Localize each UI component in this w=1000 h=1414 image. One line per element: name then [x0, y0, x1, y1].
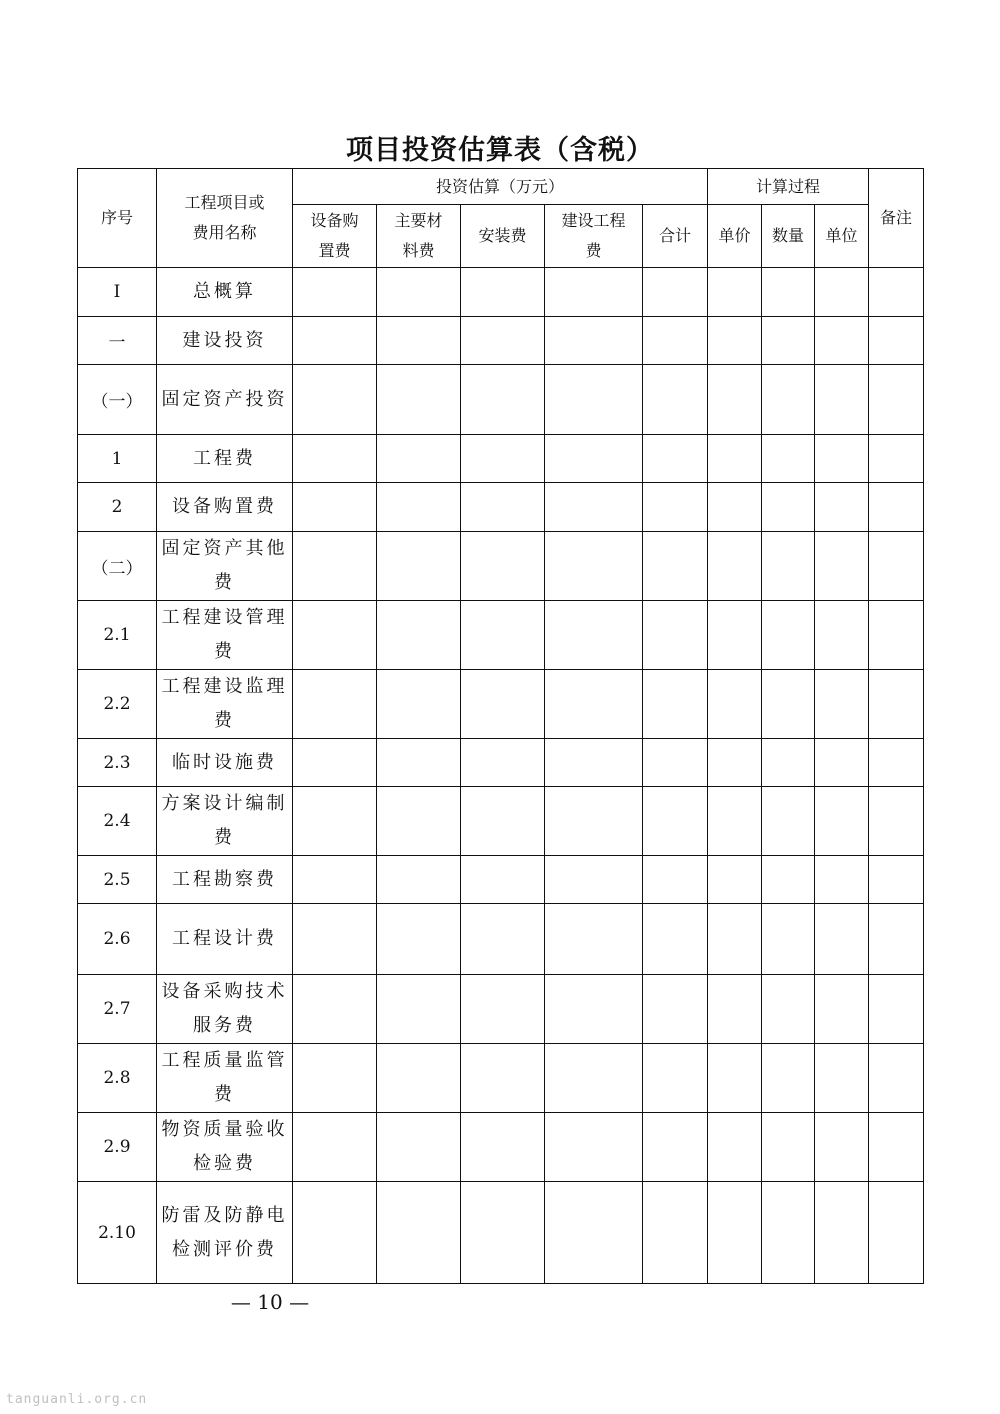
empty-cell [377, 904, 461, 975]
empty-cell [708, 975, 762, 1044]
empty-cell [377, 317, 461, 365]
row-item-name: 工程质量监管费 [157, 1044, 293, 1113]
row-seq: 2.10 [78, 1182, 157, 1284]
empty-cell [461, 1182, 545, 1284]
empty-cell [545, 601, 643, 670]
table-row [78, 856, 924, 904]
empty-cell [815, 975, 869, 1044]
empty-cell [869, 975, 924, 1044]
empty-cell [545, 1044, 643, 1113]
header-construction-cost: 建设工程费 [545, 205, 643, 268]
row-seq: 2 [78, 483, 157, 532]
empty-cell [762, 904, 815, 975]
row-seq: 2.3 [78, 739, 157, 787]
page-title: 项目投资估算表（含税） [346, 135, 654, 166]
empty-cell [461, 670, 545, 739]
empty-cell [377, 739, 461, 787]
table-row [78, 975, 924, 1044]
table-row [78, 317, 924, 365]
empty-cell [545, 739, 643, 787]
empty-cell [762, 268, 815, 317]
empty-cell [643, 435, 708, 483]
row-seq: 2.1 [78, 601, 157, 670]
empty-cell [461, 1044, 545, 1113]
empty-cell [762, 435, 815, 483]
header-total: 合计 [643, 205, 708, 268]
empty-cell [377, 483, 461, 532]
empty-cell [762, 483, 815, 532]
header-installation-cost: 安装费 [461, 205, 545, 268]
empty-cell [461, 856, 545, 904]
empty-cell [545, 483, 643, 532]
empty-cell [869, 532, 924, 601]
empty-cell [869, 739, 924, 787]
row-seq: （一） [78, 365, 157, 435]
empty-cell [545, 670, 643, 739]
empty-cell [815, 483, 869, 532]
row-seq: I [78, 268, 157, 317]
empty-cell [815, 317, 869, 365]
row-seq: 2.6 [78, 904, 157, 975]
empty-cell [461, 532, 545, 601]
empty-cell [293, 532, 377, 601]
empty-cell [815, 1182, 869, 1284]
empty-cell [643, 483, 708, 532]
header-investment-group: 投资估算（万元） [293, 169, 708, 205]
empty-cell [762, 365, 815, 435]
empty-cell [708, 435, 762, 483]
empty-cell [815, 856, 869, 904]
row-item-name: 临时设施费 [157, 739, 293, 787]
empty-cell [377, 365, 461, 435]
row-item-name: 工程建设监理费 [157, 670, 293, 739]
empty-cell [545, 1182, 643, 1284]
empty-cell [708, 787, 762, 856]
row-seq: 2.7 [78, 975, 157, 1044]
empty-cell [708, 268, 762, 317]
empty-cell [377, 1044, 461, 1113]
empty-cell [461, 975, 545, 1044]
empty-cell [708, 856, 762, 904]
empty-cell [545, 532, 643, 601]
empty-cell [643, 365, 708, 435]
row-seq: 2.2 [78, 670, 157, 739]
empty-cell [815, 1044, 869, 1113]
table-row [78, 601, 924, 670]
empty-cell [643, 787, 708, 856]
empty-cell [815, 532, 869, 601]
empty-cell [762, 739, 815, 787]
empty-cell [545, 365, 643, 435]
empty-cell [545, 268, 643, 317]
empty-cell [815, 739, 869, 787]
empty-cell [377, 601, 461, 670]
row-item-name: 建设投资 [157, 317, 293, 365]
header-quantity: 数量 [762, 205, 815, 268]
empty-cell [762, 1182, 815, 1284]
row-seq: 2.9 [78, 1113, 157, 1182]
empty-cell [545, 904, 643, 975]
row-item-name: 工程建设管理费 [157, 601, 293, 670]
empty-cell [461, 787, 545, 856]
empty-cell [293, 601, 377, 670]
empty-cell [762, 317, 815, 365]
empty-cell [869, 365, 924, 435]
empty-cell [293, 904, 377, 975]
empty-cell [708, 532, 762, 601]
empty-cell [461, 365, 545, 435]
investment-estimate-table [77, 168, 924, 1284]
empty-cell [815, 1113, 869, 1182]
empty-cell [377, 975, 461, 1044]
empty-cell [545, 975, 643, 1044]
empty-cell [708, 365, 762, 435]
empty-cell [762, 1044, 815, 1113]
row-seq: 2.5 [78, 856, 157, 904]
empty-cell [815, 601, 869, 670]
table-row [78, 532, 924, 601]
header-remarks: 备注 [869, 169, 924, 268]
empty-cell [708, 317, 762, 365]
empty-cell [545, 317, 643, 365]
empty-cell [293, 739, 377, 787]
row-seq: 1 [78, 435, 157, 483]
empty-cell [293, 856, 377, 904]
empty-cell [762, 601, 815, 670]
empty-cell [377, 856, 461, 904]
empty-cell [762, 975, 815, 1044]
row-seq: （二） [78, 532, 157, 601]
empty-cell [869, 904, 924, 975]
table-row [78, 435, 924, 483]
empty-cell [293, 435, 377, 483]
empty-cell [815, 268, 869, 317]
table-row [78, 1044, 924, 1113]
watermark: tanguanli.org.cn [6, 1392, 148, 1407]
empty-cell [293, 670, 377, 739]
empty-cell [293, 268, 377, 317]
empty-cell [545, 787, 643, 856]
empty-cell [293, 787, 377, 856]
page-number: — 10 — [230, 1290, 310, 1314]
row-item-name: 工程勘察费 [157, 856, 293, 904]
empty-cell [869, 1044, 924, 1113]
table-row [78, 365, 924, 435]
empty-cell [869, 856, 924, 904]
empty-cell [293, 317, 377, 365]
empty-cell [869, 435, 924, 483]
empty-cell [545, 435, 643, 483]
empty-cell [708, 1044, 762, 1113]
empty-cell [377, 268, 461, 317]
empty-cell [293, 975, 377, 1044]
row-item-name: 设备购置费 [157, 483, 293, 532]
empty-cell [762, 856, 815, 904]
empty-cell [708, 904, 762, 975]
empty-cell [643, 268, 708, 317]
empty-cell [762, 787, 815, 856]
empty-cell [869, 483, 924, 532]
empty-cell [643, 601, 708, 670]
empty-cell [643, 904, 708, 975]
empty-cell [643, 739, 708, 787]
empty-cell [461, 435, 545, 483]
header-item-name: 工程项目或费用名称 [157, 169, 293, 268]
empty-cell [643, 670, 708, 739]
empty-cell [643, 1044, 708, 1113]
table-row [78, 483, 924, 532]
header-material-cost: 主要材料费 [377, 205, 461, 268]
empty-cell [708, 670, 762, 739]
table-row [78, 670, 924, 739]
empty-cell [815, 787, 869, 856]
empty-cell [815, 904, 869, 975]
empty-cell [293, 365, 377, 435]
header-seq: 序号 [78, 169, 157, 268]
table-row [78, 739, 924, 787]
table-row [78, 1113, 924, 1182]
empty-cell [377, 532, 461, 601]
empty-cell [461, 601, 545, 670]
empty-cell [643, 1113, 708, 1182]
empty-cell [869, 1182, 924, 1284]
row-item-name: 防雷及防静电检测评价费 [157, 1182, 293, 1284]
empty-cell [461, 739, 545, 787]
empty-cell [869, 670, 924, 739]
header-calc-group: 计算过程 [708, 169, 869, 205]
empty-cell [643, 975, 708, 1044]
empty-cell [461, 904, 545, 975]
empty-cell [869, 317, 924, 365]
empty-cell [461, 483, 545, 532]
row-item-name: 工程费 [157, 435, 293, 483]
empty-cell [708, 601, 762, 670]
empty-cell [377, 670, 461, 739]
empty-cell [869, 268, 924, 317]
row-item-name: 固定资产投资 [157, 365, 293, 435]
header-equipment-cost: 设备购置费 [293, 205, 377, 268]
empty-cell [643, 856, 708, 904]
empty-cell [708, 1182, 762, 1284]
empty-cell [762, 670, 815, 739]
table-row [78, 787, 924, 856]
row-seq: 一 [78, 317, 157, 365]
empty-cell [293, 483, 377, 532]
row-item-name: 方案设计编制费 [157, 787, 293, 856]
empty-cell [643, 532, 708, 601]
empty-cell [461, 317, 545, 365]
row-item-name: 物资质量验收检验费 [157, 1113, 293, 1182]
empty-cell [815, 670, 869, 739]
empty-cell [377, 787, 461, 856]
empty-cell [869, 1113, 924, 1182]
row-item-name: 工程设计费 [157, 904, 293, 975]
header-unit-price: 单价 [708, 205, 762, 268]
empty-cell [545, 1113, 643, 1182]
table-row [78, 268, 924, 317]
row-item-name: 固定资产其他费 [157, 532, 293, 601]
empty-cell [643, 1182, 708, 1284]
empty-cell [869, 601, 924, 670]
empty-cell [377, 1113, 461, 1182]
row-item-name: 设备采购技术服务费 [157, 975, 293, 1044]
empty-cell [869, 787, 924, 856]
empty-cell [643, 317, 708, 365]
empty-cell [708, 483, 762, 532]
empty-cell [545, 856, 643, 904]
row-seq: 2.4 [78, 787, 157, 856]
empty-cell [293, 1044, 377, 1113]
empty-cell [815, 435, 869, 483]
empty-cell [377, 1182, 461, 1284]
empty-cell [377, 435, 461, 483]
empty-cell [815, 365, 869, 435]
table-row [78, 904, 924, 975]
empty-cell [762, 1113, 815, 1182]
empty-cell [293, 1182, 377, 1284]
row-seq: 2.8 [78, 1044, 157, 1113]
empty-cell [461, 1113, 545, 1182]
empty-cell [708, 739, 762, 787]
empty-cell [708, 1113, 762, 1182]
row-item-name: 总概算 [157, 268, 293, 317]
empty-cell [762, 532, 815, 601]
empty-cell [293, 1113, 377, 1182]
header-unit: 单位 [815, 205, 869, 268]
table-row [78, 1182, 924, 1284]
empty-cell [461, 268, 545, 317]
